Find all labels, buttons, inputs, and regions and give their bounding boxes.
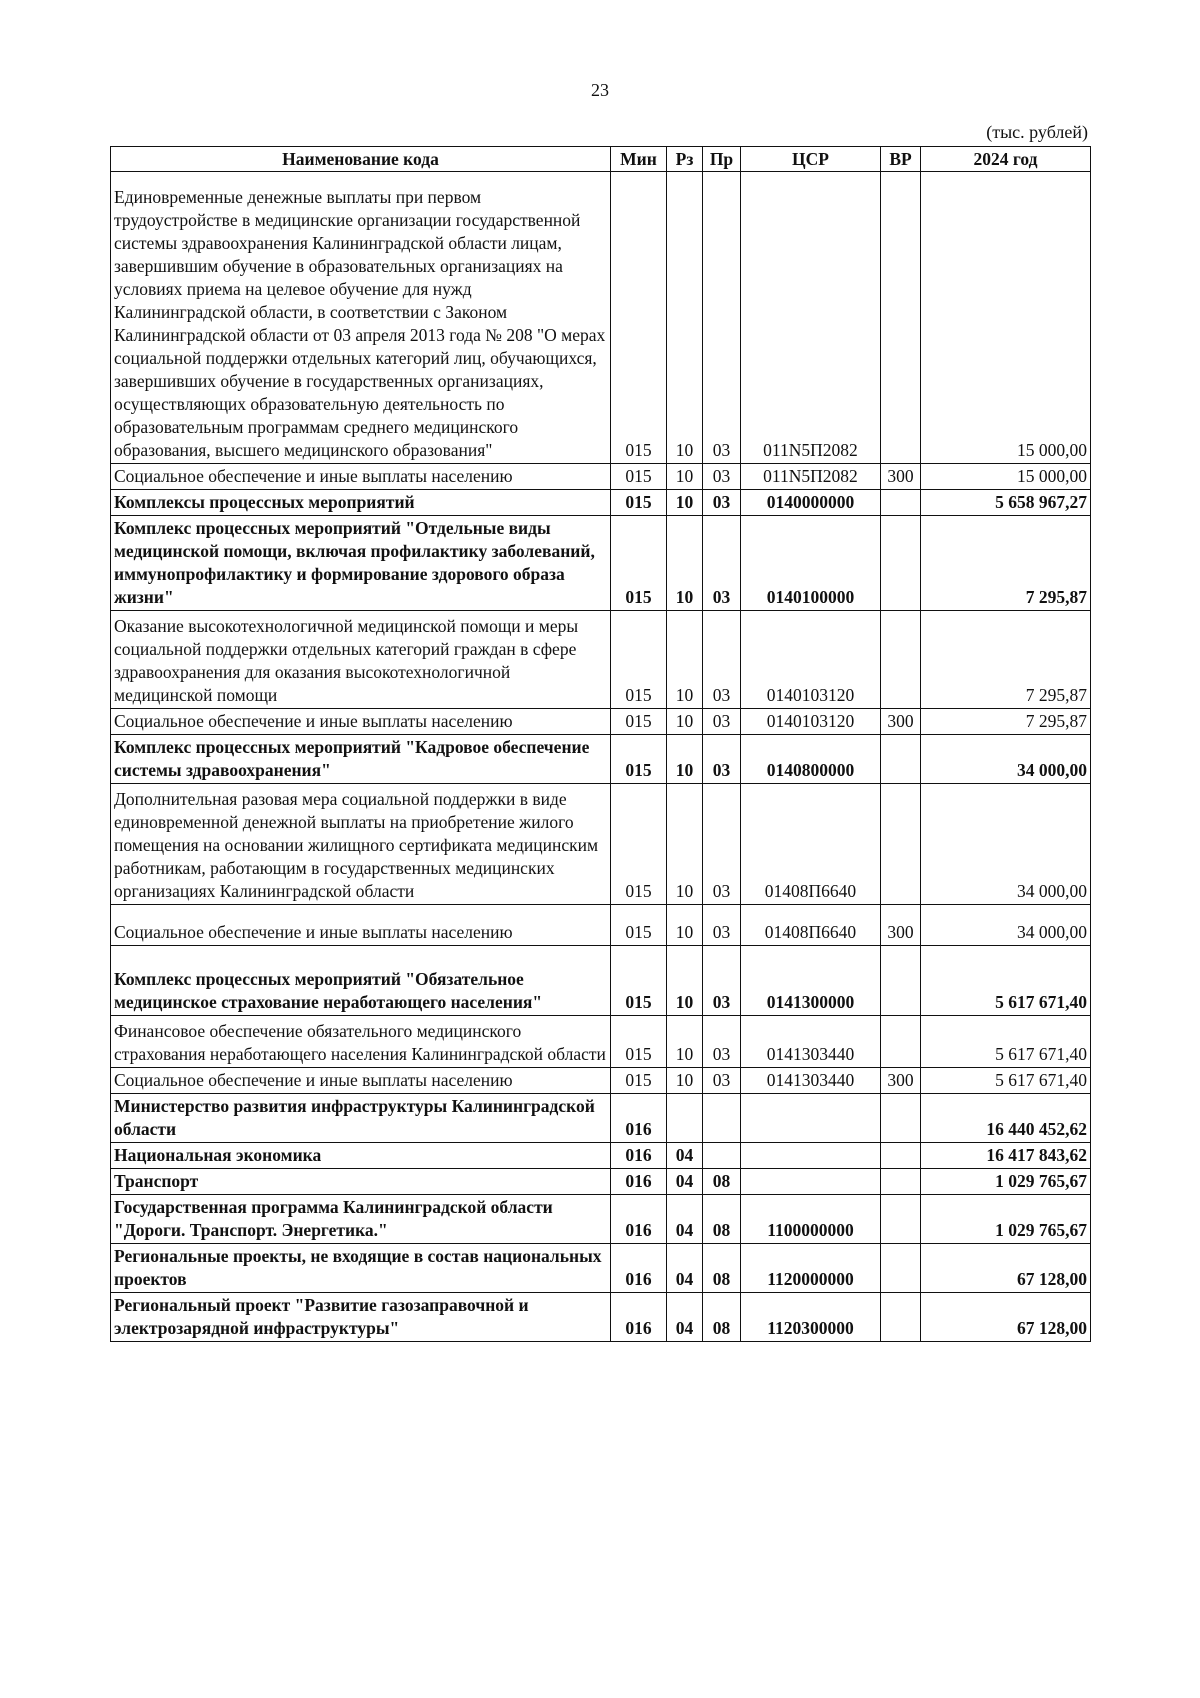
- cell-vr: [881, 1293, 921, 1342]
- cell-csr: 1120000000: [741, 1244, 881, 1293]
- cell-rz: 10: [667, 611, 703, 709]
- cell-year: 5 617 671,40: [921, 946, 1091, 1016]
- cell-min: 016: [611, 1195, 667, 1244]
- cell-vr: [881, 1094, 921, 1143]
- cell-min: 016: [611, 1293, 667, 1342]
- table-row: [111, 1195, 1091, 1244]
- table-row: [111, 946, 1091, 1016]
- cell-csr: 0141300000: [741, 946, 881, 1016]
- cell-name: Комплекс процессных мероприятий "Кадровое обеспечение системы здравоохранения": [111, 735, 611, 784]
- table-row: [111, 1143, 1091, 1169]
- cell-csr: 0140800000: [741, 735, 881, 784]
- cell-name: Комплекс процессных мероприятий "Отдельные виды медицинской помощи, включая профилактику заболеваний, иммунопрофилактику и формирование здорового образа жизни": [111, 516, 611, 611]
- cell-vr: [881, 611, 921, 709]
- cell-min: 015: [611, 946, 667, 1016]
- cell-vr: [881, 490, 921, 516]
- cell-csr: 01408П6640: [741, 784, 881, 905]
- cell-name: Комплексы процессных мероприятий: [111, 490, 611, 516]
- cell-year: 5 617 671,40: [921, 1016, 1091, 1068]
- cell-pr: 03: [703, 516, 741, 611]
- cell-year: 34 000,00: [921, 905, 1091, 946]
- header-name: Наименование кода: [111, 147, 611, 172]
- cell-csr: 011N5П2082: [741, 172, 881, 464]
- cell-min: 016: [611, 1094, 667, 1143]
- cell-year: 7 295,87: [921, 709, 1091, 735]
- header-vr: ВР: [881, 147, 921, 172]
- cell-csr: 1120300000: [741, 1293, 881, 1342]
- table-row: [111, 1094, 1091, 1143]
- cell-year: 7 295,87: [921, 611, 1091, 709]
- cell-rz: 10: [667, 490, 703, 516]
- cell-pr: 03: [703, 946, 741, 1016]
- cell-pr: 03: [703, 905, 741, 946]
- cell-pr: 03: [703, 1068, 741, 1094]
- cell-vr: [881, 1016, 921, 1068]
- cell-year: 67 128,00: [921, 1244, 1091, 1293]
- cell-rz: 04: [667, 1244, 703, 1293]
- cell-name: Социальное обеспечение и иные выплаты населению: [111, 1068, 611, 1094]
- cell-year: 15 000,00: [921, 464, 1091, 490]
- table-row: [111, 735, 1091, 784]
- cell-min: 016: [611, 1244, 667, 1293]
- header-csr: ЦСР: [741, 147, 881, 172]
- cell-year: 1 029 765,67: [921, 1195, 1091, 1244]
- cell-csr: 0140000000: [741, 490, 881, 516]
- cell-year: 5 617 671,40: [921, 1068, 1091, 1094]
- cell-vr: 300: [881, 905, 921, 946]
- cell-rz: 04: [667, 1143, 703, 1169]
- cell-year: 34 000,00: [921, 735, 1091, 784]
- cell-rz: 04: [667, 1293, 703, 1342]
- cell-rz: 10: [667, 784, 703, 905]
- cell-name: Оказание высокотехнологичной медицинской помощи и меры социальной поддержки отдельных категорий граждан в сфере здравоохранения для оказания высокотехнологичной медицинской помощи: [111, 611, 611, 709]
- table-row: [111, 1169, 1091, 1195]
- cell-csr: 1100000000: [741, 1195, 881, 1244]
- cell-rz: 10: [667, 905, 703, 946]
- cell-pr: 03: [703, 1016, 741, 1068]
- cell-vr: [881, 784, 921, 905]
- cell-name: Национальная экономика: [111, 1143, 611, 1169]
- cell-pr: 03: [703, 464, 741, 490]
- cell-year: 34 000,00: [921, 784, 1091, 905]
- cell-vr: 300: [881, 464, 921, 490]
- cell-rz: 10: [667, 464, 703, 490]
- cell-min: 015: [611, 464, 667, 490]
- header-rz: Рз: [667, 147, 703, 172]
- cell-vr: [881, 1195, 921, 1244]
- cell-year: 67 128,00: [921, 1293, 1091, 1342]
- budget-table: [110, 146, 1091, 1342]
- cell-name: Транспорт: [111, 1169, 611, 1195]
- header-pr: Пр: [703, 147, 741, 172]
- cell-vr: [881, 1244, 921, 1293]
- cell-csr: [741, 1169, 881, 1195]
- cell-min: 015: [611, 735, 667, 784]
- cell-rz: 10: [667, 1016, 703, 1068]
- cell-year: 16 440 452,62: [921, 1094, 1091, 1143]
- table-row: [111, 784, 1091, 905]
- cell-name: Региональный проект "Развитие газозаправочной и электрозарядной инфраструктуры": [111, 1293, 611, 1342]
- cell-year: 7 295,87: [921, 516, 1091, 611]
- cell-name: Социальное обеспечение и иные выплаты населению: [111, 709, 611, 735]
- table-row: [111, 490, 1091, 516]
- cell-pr: 03: [703, 709, 741, 735]
- cell-name: Социальное обеспечение и иные выплаты населению: [111, 905, 611, 946]
- cell-name: Министерство развития инфраструктуры Калининградской области: [111, 1094, 611, 1143]
- cell-csr: 0140103120: [741, 611, 881, 709]
- cell-csr: 0141303440: [741, 1068, 881, 1094]
- cell-csr: 011N5П2082: [741, 464, 881, 490]
- table-row: [111, 516, 1091, 611]
- cell-name: Региональные проекты, не входящие в состав национальных проектов: [111, 1244, 611, 1293]
- cell-pr: 03: [703, 611, 741, 709]
- cell-name: Комплекс процессных мероприятий "Обязательное медицинское страхование неработающего населения": [111, 946, 611, 1016]
- cell-vr: [881, 1169, 921, 1195]
- cell-min: 016: [611, 1169, 667, 1195]
- cell-min: 015: [611, 516, 667, 611]
- cell-pr: 08: [703, 1195, 741, 1244]
- cell-vr: 300: [881, 1068, 921, 1094]
- cell-rz: 10: [667, 516, 703, 611]
- cell-pr: 08: [703, 1293, 741, 1342]
- cell-min: 015: [611, 1016, 667, 1068]
- cell-pr: [703, 1143, 741, 1169]
- header-min: Мин: [611, 147, 667, 172]
- cell-pr: 03: [703, 784, 741, 905]
- cell-name: Дополнительная разовая мера социальной поддержки в виде единовременной денежной выплаты на приобретение жилого помещения на основании жилищного сертификата медицинским работникам, работающим в государственных медицинских организациях Калининградской области: [111, 784, 611, 905]
- table-header-row: [111, 147, 1091, 172]
- cell-csr: 0141303440: [741, 1016, 881, 1068]
- table-row: [111, 1293, 1091, 1342]
- cell-csr: 01408П6640: [741, 905, 881, 946]
- cell-rz: [667, 1094, 703, 1143]
- table-row: [111, 464, 1091, 490]
- cell-csr: 0140100000: [741, 516, 881, 611]
- table-row: [111, 1068, 1091, 1094]
- cell-vr: [881, 172, 921, 464]
- cell-min: 015: [611, 709, 667, 735]
- cell-vr: 300: [881, 709, 921, 735]
- table-row: [111, 1016, 1091, 1068]
- cell-csr: [741, 1094, 881, 1143]
- cell-min: 015: [611, 611, 667, 709]
- cell-year: 1 029 765,67: [921, 1169, 1091, 1195]
- cell-min: 015: [611, 905, 667, 946]
- cell-rz: 04: [667, 1195, 703, 1244]
- cell-csr: 0140103120: [741, 709, 881, 735]
- cell-min: 016: [611, 1143, 667, 1169]
- cell-vr: [881, 516, 921, 611]
- cell-vr: [881, 1143, 921, 1169]
- cell-name: Финансовое обеспечение обязательного медицинского страхования неработающего населения Калининградской области: [111, 1016, 611, 1068]
- cell-rz: 04: [667, 1169, 703, 1195]
- cell-year: 15 000,00: [921, 172, 1091, 464]
- cell-rz: 10: [667, 735, 703, 784]
- cell-rz: 10: [667, 1068, 703, 1094]
- cell-name: Государственная программа Калининградской области "Дороги. Транспорт. Энергетика.": [111, 1195, 611, 1244]
- cell-min: 015: [611, 172, 667, 464]
- cell-pr: 08: [703, 1169, 741, 1195]
- page-number: 23: [591, 80, 609, 100]
- table-row: [111, 1244, 1091, 1293]
- cell-rz: 10: [667, 709, 703, 735]
- cell-pr: 08: [703, 1244, 741, 1293]
- header-year: 2024 год: [921, 147, 1091, 172]
- table-row: [111, 709, 1091, 735]
- table-row: [111, 611, 1091, 709]
- cell-rz: 10: [667, 946, 703, 1016]
- cell-rz: 10: [667, 172, 703, 464]
- cell-name: Социальное обеспечение и иные выплаты населению: [111, 464, 611, 490]
- table-row: [111, 172, 1091, 464]
- cell-year: 5 658 967,27: [921, 490, 1091, 516]
- cell-pr: 03: [703, 735, 741, 784]
- table-row: [111, 905, 1091, 946]
- cell-name: Единовременные денежные выплаты при первом трудоустройстве в медицинские организации государственной системы здравоохранения Калининградской области лицам, завершившим обучение в образовательных организациях на условиях приема на целевое обучение для нужд Калининградской области, в соответствии с Законом Калининградской области от 03 апреля 2013 года № 208 "О мерах социальной поддержки отдельных категорий лиц, обучающихся, завершивших обучение в государственных организациях, осуществляющих образовательную деятельность по образовательным программам среднего медицинского образования, высшего медицинского образования": [111, 172, 611, 464]
- cell-pr: 03: [703, 490, 741, 516]
- cell-min: 015: [611, 1068, 667, 1094]
- cell-min: 015: [611, 490, 667, 516]
- cell-pr: [703, 1094, 741, 1143]
- cell-min: 015: [611, 784, 667, 905]
- cell-vr: [881, 735, 921, 784]
- cell-pr: 03: [703, 172, 741, 464]
- cell-vr: [881, 946, 921, 1016]
- cell-csr: [741, 1143, 881, 1169]
- units-label: (тыс. рублей): [986, 122, 1088, 142]
- cell-year: 16 417 843,62: [921, 1143, 1091, 1169]
